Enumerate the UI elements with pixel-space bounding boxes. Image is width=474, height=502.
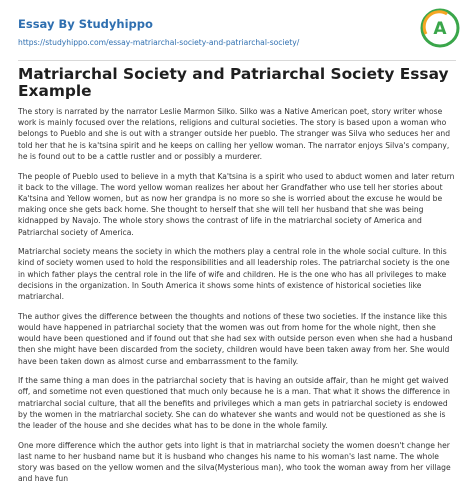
- site-brand[interactable]: Essay By Studyhippo: [18, 17, 153, 31]
- essay-paragraph: The story is narrated by the narrator Leslie Marmon Silko. Silko was a Native American poet, story writer whose work is mainly focused over the relations, religions and cultural societies. The story is based upon a woman who belongs to Pueblo and she is out with a stranger outside her pueblo. The stranger was Silva who seduces her and told her that he is ka'tsina spirit and he keeps on calling her yellow woman. The narrator enjoys Silva's company, he is found out to be a cattle rustler and or possibly a murderer.: [18, 107, 451, 161]
- essay-body: [18, 106, 458, 493]
- header-divider: [18, 60, 456, 61]
- essay-paragraph: Matriarchal society means the society in which the mothers play a central role in the whole social culture. In this kind of society women used to hold the responsibilities and all leadership roles. The patriarchal society is the one in which father plays the central role in the life of wife and children. He is the one who has all privileges to make decisions in the organization. In South America it shows some hints of existence of historical societies like matriarchal.: [18, 247, 450, 302]
- essay-paragraph: One more difference which the author gets into light is that in matriarchal society the women doesn't change her last name to her husband name but it is husband who changes his name to his woman's last name. The whole story was based on the yellow women and the silva(Mysterious man), who took the woman away from her village and have fun: [18, 440, 451, 484]
- studyhippo-logo-icon[interactable]: [420, 8, 460, 48]
- site-header: [0, 0, 474, 56]
- logo-letter: A: [433, 19, 447, 39]
- essay-paragraph: The author gives the difference between the thoughts and notions of these two societies. If the instance like this would have happened in patriarchal society that the women was out from home for the whole night, then she would have been questioned and if found out that she had sex with outside person even when she had a husband then she might have been discarded from the society, children would have been taken away from her. She would have been taken down as almost curse and embarrassment to the family.: [18, 311, 453, 366]
- essay-paragraph: The people of Pueblo used to believe in a myth that Ka'tsina is a spirit who used to abduct women and later return it back to the village. The word yellow woman realizes her about her Grandfather who use tell her stories about Ka'tsina and Yellow women, but as now her grandpa is no more so she is worried about the excuse he would be making once she gets back home. She thought to herself that she will tell her husband that she was being kidnapped by Navajo. The whole story shows the contrast of life in the matriarchal society of America and Patriarchal society of America.: [18, 171, 455, 237]
- essay-paragraph: If the same thing a man does in the patriarchal society that is having an outside affair, than he might get waived off, and sometime not even questioned that much only because he is a man. That what it shows the difference in matriarchal social culture, that all the benefits and privileges which a man gets in patriarchal society is endowed by the women in the matriarchal society. She can do whatever she wants and would not be questioned as she is the leader of the house and she decides what has to be done in the whole family.: [18, 376, 450, 431]
- page-url[interactable]: https://studyhippo.com/essay-matriarchal-society-and-patriarchal-society/: [18, 38, 300, 47]
- essay-title: Matriarchal Society and Patriarchal Society Essay Example: [18, 65, 449, 100]
